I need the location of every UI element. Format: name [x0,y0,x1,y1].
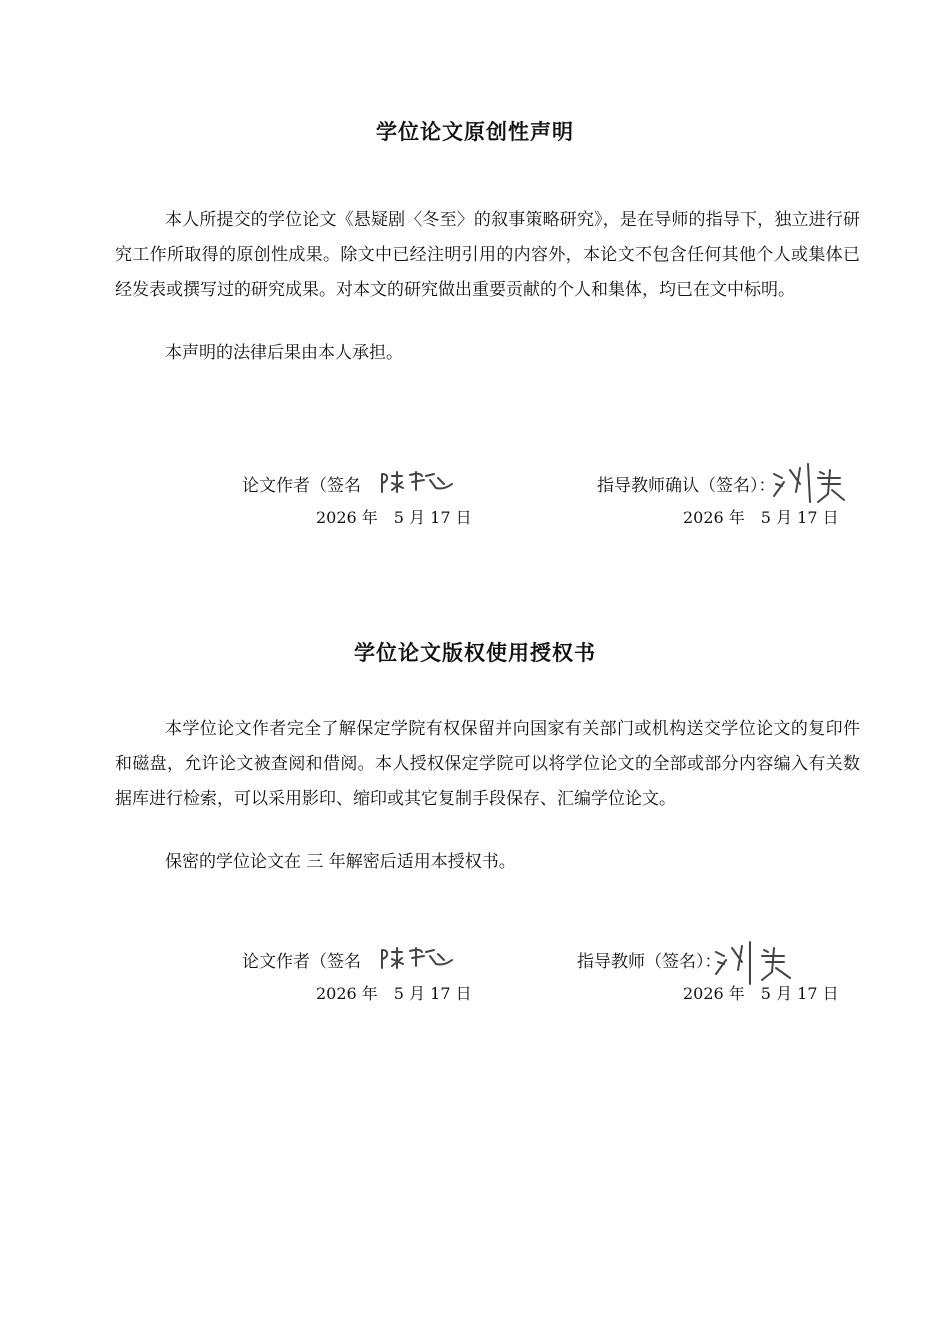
authorization-advisor-signature [712,938,802,986]
declaration-advisor-signature [770,460,860,505]
authorization-advisor-label: 指导教师（签名）： [577,952,722,972]
authorization-advisor-date: 2026 年 5 月 17 日 [683,984,839,1003]
authorization-author-label: 论文作者（签名 [242,952,361,972]
authorization-author-date: 2026 年 5 月 17 日 [316,984,472,1003]
declaration-author-label: 论文作者（签名 [242,476,361,496]
declaration-paragraph-2: 本声明的法律后果由本人承担。 [165,343,403,363]
declaration-author-date: 2026 年 5 月 17 日 [316,508,472,527]
authorization-title: 学位论文版权使用授权书 [354,641,596,665]
authorization-paragraph-1: 本学位论文作者完全了解保定学院有权保留并向国家有关部门或机构送交学位论文的复印件和磁盘，允许论文被查阅和借阅。本人授权保定学院可以将学位论文的全部或部分内容编入有关数据库进行检索，可以采用影印、缩印或其它复制手段保存、汇编学位论文。 [115,719,860,809]
authorization-author-signature [378,942,458,974]
authorization-paragraph-2: 保密的学位论文在 三 年解密后适用本授权书。 [165,852,516,872]
declaration-author-signature [378,466,458,498]
declaration-advisor-date: 2026 年 5 月 17 日 [683,508,839,527]
declaration-paragraph-1: 本人所提交的学位论文《悬疑剧〈冬至〉的叙事策略研究》，是在导师的指导下，独立进行研究工作所取得的原创性成果。除文中已经注明引用的内容外，本论文不包含任何其他个人或集体已经发表或撰写过的研究成果。对本文的研究做出重要贡献的个人和集体，均已在文中标明。 [115,210,860,300]
declaration-advisor-label: 指导教师确认（签名）： [597,476,776,496]
declaration-title: 学位论文原创性声明 [376,120,574,144]
